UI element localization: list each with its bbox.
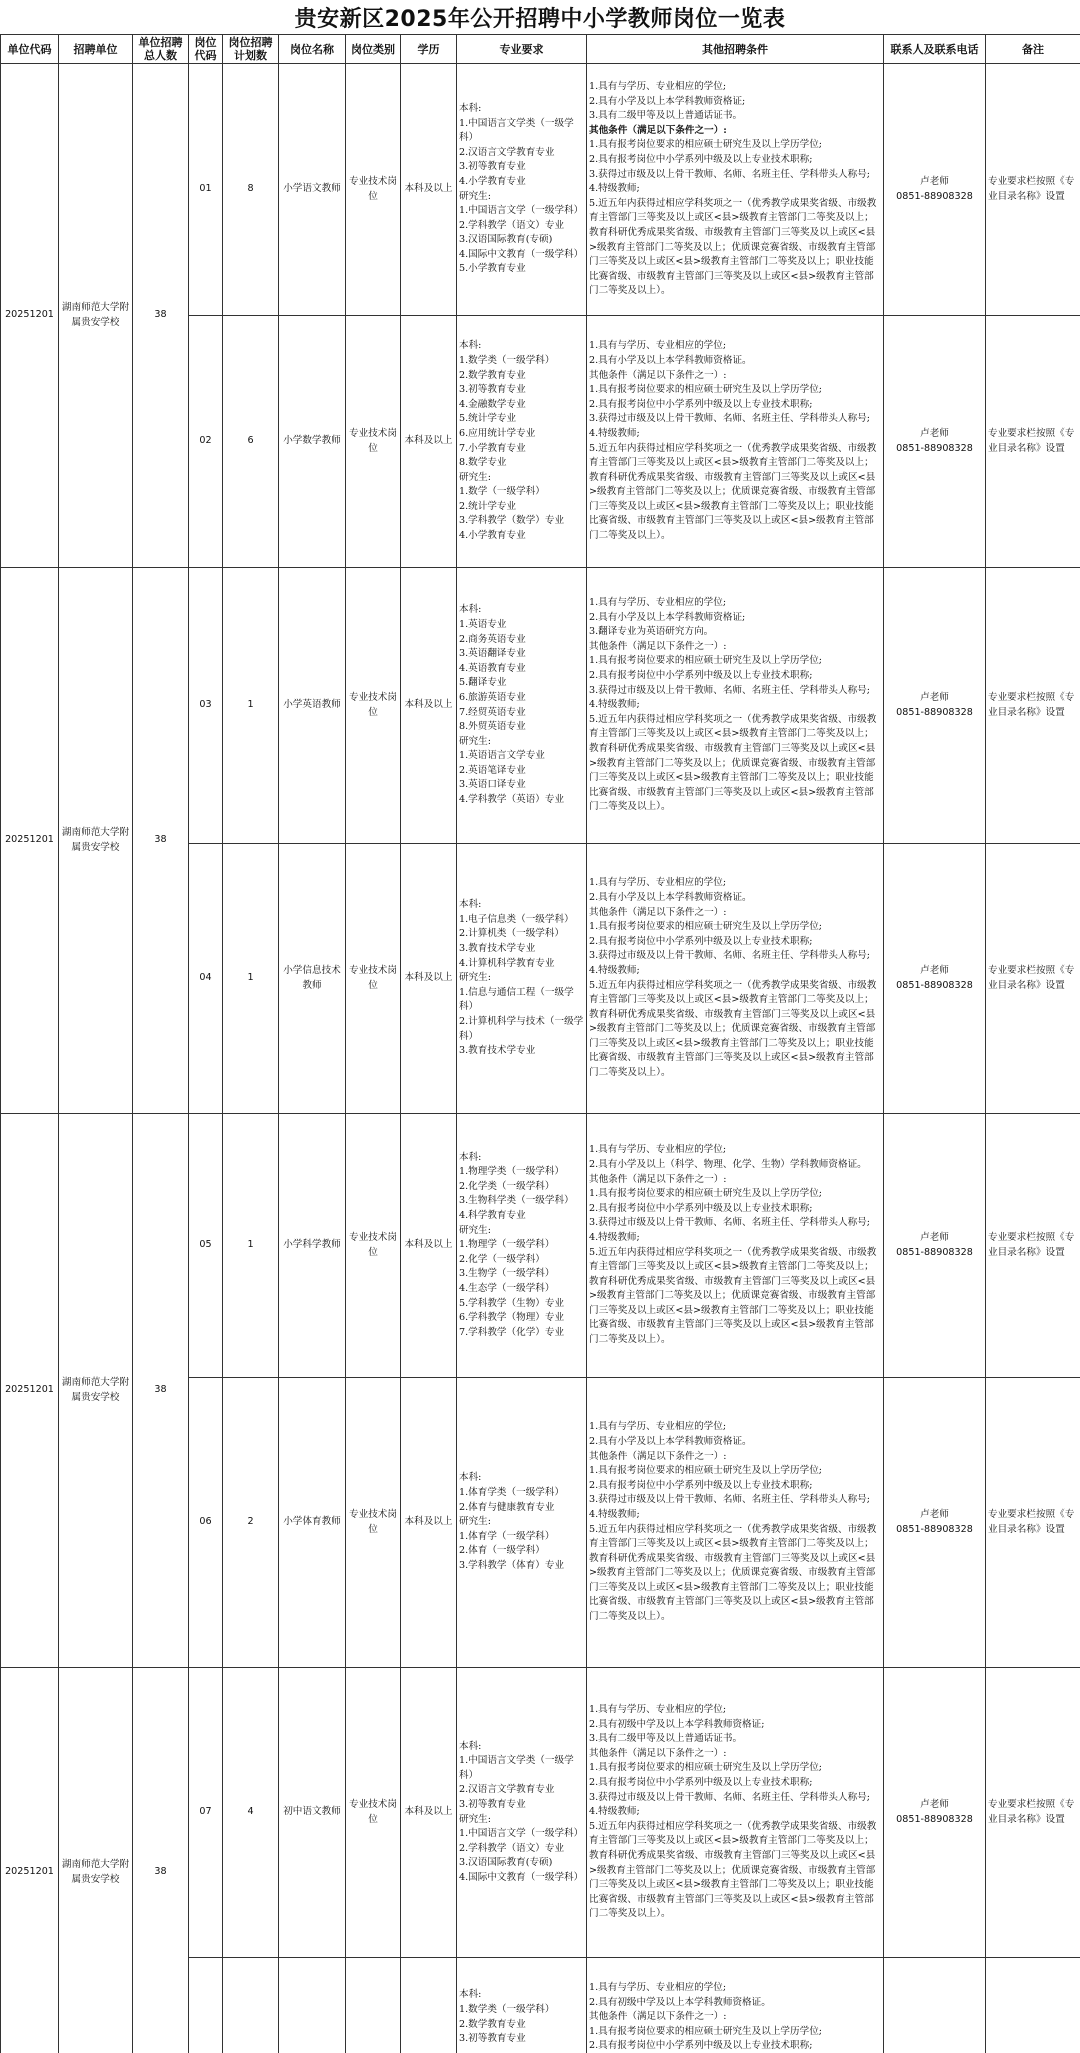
condition-line: 2.具有小学及以上（科学、物理、化学、生物）学科教师资格证。 bbox=[589, 1158, 867, 1170]
major-line: 本科: bbox=[459, 102, 482, 114]
condition-line: 其他条件（满足以下条件之一）: bbox=[589, 1173, 727, 1185]
condition-line: 2.具有报考岗位中小学系列中级及以上专业技术职称; bbox=[589, 935, 813, 947]
unit-total-cell: 38 bbox=[133, 568, 189, 1114]
condition-line: 3.获得过市级及以上骨干教师、名师、名班主任、学科带头人称号; bbox=[589, 1217, 871, 1229]
major-line: 本科: bbox=[459, 604, 482, 616]
major-line: 研究生: bbox=[459, 190, 492, 202]
table-row bbox=[1, 64, 1080, 316]
post-count-cell: 2 bbox=[223, 1378, 279, 1668]
major-line: 2.数学教育专业 bbox=[459, 369, 526, 381]
condition-line: 其他条件（满足以下条件之一）: bbox=[589, 1450, 727, 1462]
post-code-cell: 03 bbox=[189, 568, 223, 844]
other-conditions-cell bbox=[587, 316, 884, 568]
major-line: 3.初等教育专业 bbox=[459, 161, 526, 173]
condition-line: 4.特级教师; bbox=[589, 1231, 640, 1243]
condition-line: 其他条件（满足以下条件之一）: bbox=[589, 640, 727, 652]
condition-line: 2.具有小学及以上本学科教师资格证。 bbox=[589, 1435, 752, 1447]
major-line: 2.汉语言文学教育专业 bbox=[459, 146, 555, 158]
condition-line: 3.获得过市级及以上骨干教师、名师、名班主任、学科带头人称号; bbox=[589, 1494, 871, 1506]
condition-line: 2.具有初级中学及以上本学科教师资格证; bbox=[589, 1718, 765, 1730]
header-post-category: 岗位类别 bbox=[346, 35, 401, 64]
major-line: 1.中国语言文学类（一级学科） bbox=[459, 1755, 574, 1781]
contact-name: 卢老师 bbox=[920, 1231, 949, 1243]
post-code-cell: 02 bbox=[189, 316, 223, 568]
contact-phone: 0851-88908328 bbox=[896, 1246, 973, 1258]
condition-line: 其他条件（满足以下条件之一）: bbox=[589, 2011, 727, 2023]
table-row bbox=[1, 568, 1080, 844]
major-line: 3.初等教育专业 bbox=[459, 2033, 526, 2045]
condition-line: 3.获得过市级及以上骨干教师、名师、名班主任、学科带头人称号; bbox=[589, 1791, 871, 1803]
condition-line: 2.具有报考岗位中小学系列中级及以上专业技术职称; bbox=[589, 1777, 813, 1789]
major-line: 本科: bbox=[459, 340, 482, 352]
major-cell bbox=[457, 1114, 587, 1378]
major-cell bbox=[457, 1668, 587, 1958]
contact-cell bbox=[884, 1378, 986, 1668]
major-line: 1.物理学（一级学科） bbox=[459, 1239, 555, 1251]
unit-name-cell: 湖南师范大学附属贵安学校 bbox=[59, 1114, 133, 1668]
post-category-cell: 专业技术岗位 bbox=[346, 316, 401, 568]
major-cell bbox=[457, 844, 587, 1114]
other-conditions-cell bbox=[587, 568, 884, 844]
unit-name-cell: 湖南师范大学附属贵安学校 bbox=[59, 64, 133, 568]
post-code-cell: 01 bbox=[189, 64, 223, 316]
recruitment-table bbox=[0, 34, 1080, 2053]
education-cell: 本科及以上 bbox=[401, 64, 457, 316]
condition-line: 3.获得过市级及以上骨干教师、名师、名班主任、学科带头人称号; bbox=[589, 684, 871, 696]
education-cell: 本科及以上 bbox=[401, 568, 457, 844]
condition-line: 其他条件（满足以下条件之一）: bbox=[589, 906, 727, 918]
contact-phone: 0851-88908328 bbox=[896, 1813, 973, 1825]
major-line: 6.学科教学（物理）专业 bbox=[459, 1312, 565, 1324]
major-line: 1.体育学（一级学科） bbox=[459, 1530, 555, 1542]
major-cell bbox=[457, 316, 587, 568]
post-count-cell bbox=[223, 1958, 279, 2053]
education-cell: 本科及以上 bbox=[401, 844, 457, 1114]
major-cell bbox=[457, 64, 587, 316]
major-line: 1.英语语言文学专业 bbox=[459, 750, 545, 762]
major-line: 1.数学类（一级学科） bbox=[459, 354, 555, 366]
post-code-cell bbox=[189, 1958, 223, 2053]
major-line: 2.学科教学（语文）专业 bbox=[459, 219, 565, 231]
major-line: 1.体育学类（一级学科） bbox=[459, 1487, 565, 1499]
major-line: 3.初等教育专业 bbox=[459, 384, 526, 396]
contact-name: 卢老师 bbox=[920, 175, 949, 187]
major-line: 1.英语专业 bbox=[459, 618, 507, 630]
post-count-cell: 1 bbox=[223, 1114, 279, 1378]
post-code-cell: 06 bbox=[189, 1378, 223, 1668]
condition-line: 1.具有报考岗位要求的相应硕士研究生及以上学历学位; bbox=[589, 1762, 823, 1774]
major-line: 本科: bbox=[459, 899, 482, 911]
header-other-conditions: 其他招聘条件 bbox=[587, 35, 884, 64]
other-conditions-cell bbox=[587, 844, 884, 1114]
condition-line: 1.具有与学历、专业相应的学位; bbox=[589, 597, 727, 609]
condition-line: 5.近五年内获得过相应学科奖项之一（优秀教学成果奖省级、市级教育主管部门三等奖及以上或区<县>级教育主管部门二等奖及以上；教育科研优秀成果奖省级、市级教育主管部门三等奖及以上或区<县>级教育主管部门二等奖及以上；优质课竞赛省级、市级教育主管部门三等奖及以上或区<县>级教育主管部门二等奖及以上；职业技能比赛省级、市级教育主管部门三等奖及以上或区<县>级教育主管部门二等奖及以上）。 bbox=[589, 1523, 877, 1623]
major-line: 1.中国语言文学（一级学科） bbox=[459, 1828, 584, 1840]
header-unit-total: 单位招聘总人数 bbox=[133, 35, 189, 64]
note-cell: 专业要求栏按照《专业目录名称》设置 bbox=[986, 1114, 1080, 1378]
post-name-cell: 小学数学教师 bbox=[279, 316, 346, 568]
condition-line: 4.特级教师; bbox=[589, 1508, 640, 1520]
other-conditions-cell bbox=[587, 64, 884, 316]
note-cell: 专业要求栏按照《专业目录名称》设置 bbox=[986, 568, 1080, 844]
major-line: 2.统计学专业 bbox=[459, 500, 517, 512]
condition-line: 5.近五年内获得过相应学科奖项之一（优秀教学成果奖省级、市级教育主管部门三等奖及以上或区<县>级教育主管部门二等奖及以上；教育科研优秀成果奖省级、市级教育主管部门三等奖及以上或区<县>级教育主管部门二等奖及以上；优质课竞赛省级、市级教育主管部门三等奖及以上或区<县>级教育主管部门二等奖及以上；职业技能比赛省级、市级教育主管部门三等奖及以上或区<县>级教育主管部门二等奖及以上）。 bbox=[589, 442, 877, 542]
post-count-cell: 1 bbox=[223, 568, 279, 844]
condition-line: 其他条件（满足以下条件之一）: bbox=[589, 124, 727, 136]
header-major: 专业要求 bbox=[457, 35, 587, 64]
major-line: 2.商务英语专业 bbox=[459, 633, 526, 645]
major-line: 1.中国语言文学（一级学科） bbox=[459, 205, 584, 217]
major-line: 1.中国语言文学类（一级学科） bbox=[459, 117, 574, 144]
condition-line: 2.具有初级中学及以上本学科教师资格证。 bbox=[589, 1996, 771, 2008]
condition-line: 2.具有报考岗位中小学系列中级及以上专业技术职称; bbox=[589, 2040, 813, 2052]
contact-cell bbox=[884, 316, 986, 568]
header-note: 备注 bbox=[986, 35, 1080, 64]
page-title: 贵安新区2025年公开招聘中小学教师岗位一览表 bbox=[294, 7, 786, 32]
unit-name-cell: 湖南师范大学附属贵安学校 bbox=[59, 568, 133, 1114]
condition-line: 3.获得过市级及以上骨干教师、名师、名班主任、学科带头人称号; bbox=[589, 168, 871, 180]
contact-cell bbox=[884, 1114, 986, 1378]
condition-line: 2.具有报考岗位中小学系列中级及以上专业技术职称; bbox=[589, 670, 813, 682]
major-line: 本科: bbox=[459, 1740, 482, 1752]
note-cell: 专业要求栏按照《专业目录名称》设置 bbox=[986, 844, 1080, 1114]
education-cell: 本科及以上 bbox=[401, 316, 457, 568]
unit-name-cell: 湖南师范大学附属贵安学校 bbox=[59, 1668, 133, 2053]
condition-line: 2.具有报考岗位中小学系列中级及以上专业技术职称; bbox=[589, 154, 813, 166]
major-line: 3.生物学（一级学科） bbox=[459, 1268, 555, 1280]
post-category-cell: 专业技术岗位 bbox=[346, 64, 401, 316]
major-line: 本科: bbox=[459, 1472, 482, 1484]
contact-cell bbox=[884, 1668, 986, 1958]
major-line: 4.小学教育专业 bbox=[459, 530, 526, 542]
major-line: 本科: bbox=[459, 1151, 482, 1163]
major-line: 2.化学（一级学科） bbox=[459, 1253, 545, 1265]
major-line: 1.物理学类（一级学科） bbox=[459, 1166, 565, 1178]
condition-line: 1.具有与学历、专业相应的学位; bbox=[589, 1421, 727, 1433]
major-line: 3.生物科学类（一级学科） bbox=[459, 1195, 574, 1207]
condition-line: 1.具有报考岗位要求的相应硕士研究生及以上学历学位; bbox=[589, 655, 823, 667]
major-line: 7.学科教学（化学）专业 bbox=[459, 1326, 565, 1338]
major-line: 4.计算机科学教育专业 bbox=[459, 957, 555, 969]
major-line: 3.学科教学（体育）专业 bbox=[459, 1559, 565, 1571]
major-line: 2.数学教育专业 bbox=[459, 2018, 526, 2030]
major-line: 5.翻译专业 bbox=[459, 677, 507, 689]
post-count-cell: 4 bbox=[223, 1668, 279, 1958]
other-conditions-cell bbox=[587, 1668, 884, 1958]
major-line: 6.应用统计学专业 bbox=[459, 427, 536, 439]
major-line: 1.数学类（一级学科） bbox=[459, 2003, 555, 2015]
header-contact: 联系人及联系电话 bbox=[884, 35, 986, 64]
post-category-cell: 专业技术岗位 bbox=[346, 1114, 401, 1378]
condition-line: 4.特级教师; bbox=[589, 964, 640, 976]
other-conditions-cell bbox=[587, 1958, 884, 2053]
contact-phone: 0851-88908328 bbox=[896, 442, 973, 454]
major-line: 4.小学教育专业 bbox=[459, 175, 526, 187]
post-category-cell: 专业技术岗位 bbox=[346, 844, 401, 1114]
condition-line: 1.具有报考岗位要求的相应硕士研究生及以上学历学位; bbox=[589, 139, 823, 151]
post-name-cell: 初中语文教师 bbox=[279, 1668, 346, 1958]
unit-code-cell: 20251201 bbox=[1, 64, 59, 568]
condition-line: 1.具有报考岗位要求的相应硕士研究生及以上学历学位; bbox=[589, 384, 823, 396]
major-line: 研究生: bbox=[459, 471, 492, 483]
table-row bbox=[1, 1668, 1080, 1958]
major-line: 3.教育技术学专业 bbox=[459, 943, 536, 955]
major-line: 4.国际中文教育（一级学科） bbox=[459, 1871, 584, 1883]
condition-line: 2.具有小学及以上本学科教师资格证; bbox=[589, 611, 746, 623]
major-line: 6.旅游英语专业 bbox=[459, 691, 526, 703]
note-cell bbox=[986, 1958, 1080, 2053]
unit-code-cell: 20251201 bbox=[1, 1114, 59, 1668]
major-line: 5.学科教学（生物）专业 bbox=[459, 1297, 565, 1309]
major-line: 3.初等教育专业 bbox=[459, 1798, 526, 1810]
condition-line: 1.具有报考岗位要求的相应硕士研究生及以上学历学位; bbox=[589, 921, 823, 933]
condition-line: 其他条件（满足以下条件之一）: bbox=[589, 369, 727, 381]
major-line: 3.学科教学（数学）专业 bbox=[459, 515, 565, 527]
education-cell: 本科及以上 bbox=[401, 1668, 457, 1958]
major-line: 1.数学（一级学科） bbox=[459, 486, 545, 498]
major-cell bbox=[457, 1958, 587, 2053]
condition-line: 其他条件（满足以下条件之一）: bbox=[589, 1747, 727, 1759]
contact-phone: 0851-88908328 bbox=[896, 190, 973, 202]
major-line: 7.小学教育专业 bbox=[459, 442, 526, 454]
contact-name: 卢老师 bbox=[920, 691, 949, 703]
condition-line: 5.近五年内获得过相应学科奖项之一（优秀教学成果奖省级、市级教育主管部门三等奖及以上或区<县>级教育主管部门二等奖及以上；教育科研优秀成果奖省级、市级教育主管部门三等奖及以上或区<县>级教育主管部门二等奖及以上；优质课竞赛省级、市级教育主管部门三等奖及以上或区<县>级教育主管部门二等奖及以上；职业技能比赛省级、市级教育主管部门三等奖及以上或区<县>级教育主管部门二等奖及以上）。 bbox=[589, 713, 877, 813]
condition-line: 1.具有与学历、专业相应的学位; bbox=[589, 1982, 727, 1994]
post-count-cell: 6 bbox=[223, 316, 279, 568]
post-category-cell: 专业技术岗位 bbox=[346, 1378, 401, 1668]
condition-line: 2.具有小学及以上本学科教师资格证; bbox=[589, 95, 746, 107]
post-name-cell: 小学英语教师 bbox=[279, 568, 346, 844]
condition-line: 4.特级教师; bbox=[589, 1806, 640, 1818]
post-category-cell bbox=[346, 1958, 401, 2053]
unit-code-cell: 20251201 bbox=[1, 1668, 59, 2053]
contact-cell bbox=[884, 844, 986, 1114]
major-cell bbox=[457, 568, 587, 844]
post-count-cell: 1 bbox=[223, 844, 279, 1114]
post-code-cell: 07 bbox=[189, 1668, 223, 1958]
major-line: 7.经贸英语专业 bbox=[459, 706, 526, 718]
condition-line: 1.具有与学历、专业相应的学位; bbox=[589, 1704, 727, 1716]
education-cell: 本科及以上 bbox=[401, 1114, 457, 1378]
major-line: 2.英语笔译专业 bbox=[459, 764, 526, 776]
note-cell: 专业要求栏按照《专业目录名称》设置 bbox=[986, 316, 1080, 568]
major-line: 4.学科教学（英语）专业 bbox=[459, 794, 565, 806]
post-name-cell: 小学科学教师 bbox=[279, 1114, 346, 1378]
unit-total-cell: 38 bbox=[133, 1668, 189, 2053]
post-code-cell: 04 bbox=[189, 844, 223, 1114]
major-line: 2.化学类（一级学科） bbox=[459, 1180, 555, 1192]
condition-line: 1.具有报考岗位要求的相应硕士研究生及以上学历学位; bbox=[589, 1465, 823, 1477]
major-line: 4.国际中文教育（一级学科） bbox=[459, 248, 584, 260]
major-line: 2.体育（一级学科） bbox=[459, 1545, 545, 1557]
condition-line: 3.获得过市级及以上骨干教师、名师、名班主任、学科带头人称号; bbox=[589, 413, 871, 425]
header-education: 学历 bbox=[401, 35, 457, 64]
major-line: 3.英语口译专业 bbox=[459, 779, 526, 791]
major-line: 研究生: bbox=[459, 1224, 492, 1236]
table-row bbox=[1, 1114, 1080, 1378]
condition-line: 1.具有报考岗位要求的相应硕士研究生及以上学历学位; bbox=[589, 1188, 823, 1200]
unit-code-cell: 20251201 bbox=[1, 568, 59, 1114]
condition-line: 2.具有小学及以上本学科教师资格证。 bbox=[589, 354, 752, 366]
major-line: 研究生: bbox=[459, 1516, 492, 1528]
other-conditions-cell bbox=[587, 1114, 884, 1378]
contact-cell bbox=[884, 568, 986, 844]
major-line: 4.生态学（一级学科） bbox=[459, 1282, 555, 1294]
header-post-name: 岗位名称 bbox=[279, 35, 346, 64]
condition-line: 4.特级教师; bbox=[589, 183, 640, 195]
major-line: 2.体育与健康教育专业 bbox=[459, 1501, 555, 1513]
condition-line: 2.具有报考岗位中小学系列中级及以上专业技术职称; bbox=[589, 398, 813, 410]
post-category-cell: 专业技术岗位 bbox=[346, 1668, 401, 1958]
major-line: 3.汉语国际教育(专硕) bbox=[459, 234, 553, 246]
header-unit-name: 招聘单位 bbox=[59, 35, 133, 64]
condition-line: 1.具有与学历、专业相应的学位; bbox=[589, 340, 727, 352]
major-cell bbox=[457, 1378, 587, 1668]
major-line: 8.数学专业 bbox=[459, 457, 507, 469]
condition-line: 5.近五年内获得过相应学科奖项之一（优秀教学成果奖省级、市级教育主管部门三等奖及以上或区<县>级教育主管部门二等奖及以上；教育科研优秀成果奖省级、市级教育主管部门三等奖及以上或区<县>级教育主管部门二等奖及以上；优质课竞赛省级、市级教育主管部门三等奖及以上或区<县>级教育主管部门二等奖及以上；职业技能比赛省级、市级教育主管部门三等奖及以上或区<县>级教育主管部门二等奖及以上）。 bbox=[589, 1246, 877, 1346]
contact-name: 卢老师 bbox=[920, 1798, 949, 1810]
condition-line: 1.具有与学历、专业相应的学位; bbox=[589, 1144, 727, 1156]
post-category-cell: 专业技术岗位 bbox=[346, 568, 401, 844]
major-line: 4.英语教育专业 bbox=[459, 662, 526, 674]
unit-total-cell: 38 bbox=[133, 64, 189, 568]
contact-cell bbox=[884, 1958, 986, 2053]
major-line: 5.统计学专业 bbox=[459, 413, 517, 425]
post-name-cell bbox=[279, 1958, 346, 2053]
other-conditions-cell bbox=[587, 1378, 884, 1668]
condition-line: 3.翻译专业为英语研究方向。 bbox=[589, 626, 714, 638]
unit-total-cell: 38 bbox=[133, 1114, 189, 1668]
contact-phone: 0851-88908328 bbox=[896, 979, 973, 991]
major-line: 研究生: bbox=[459, 1813, 492, 1825]
major-line: 1.电子信息类（一级学科） bbox=[459, 913, 574, 925]
contact-name: 卢老师 bbox=[920, 964, 949, 976]
condition-line: 4.特级教师; bbox=[589, 427, 640, 439]
major-line: 研究生: bbox=[459, 735, 492, 747]
major-line: 2.计算机科学与技术（一级学科） bbox=[459, 1015, 584, 1042]
note-cell: 专业要求栏按照《专业目录名称》设置 bbox=[986, 64, 1080, 316]
major-line: 3.英语翻译专业 bbox=[459, 648, 526, 660]
post-code-cell: 05 bbox=[189, 1114, 223, 1378]
condition-line: 1.具有与学历、专业相应的学位; bbox=[589, 81, 727, 93]
major-line: 8.外贸英语专业 bbox=[459, 721, 526, 733]
major-line: 本科: bbox=[459, 1989, 482, 2001]
major-line: 5.小学教育专业 bbox=[459, 263, 526, 275]
post-name-cell: 小学体育教师 bbox=[279, 1378, 346, 1668]
header-post-count: 岗位招聘计划数 bbox=[223, 35, 279, 64]
contact-phone: 0851-88908328 bbox=[896, 706, 973, 718]
condition-line: 3.获得过市级及以上骨干教师、名师、名班主任、学科带头人称号; bbox=[589, 950, 871, 962]
condition-line: 5.近五年内获得过相应学科奖项之一（优秀教学成果奖省级、市级教育主管部门三等奖及以上或区<县>级教育主管部门二等奖及以上；教育科研优秀成果奖省级、市级教育主管部门三等奖及以上或区<县>级教育主管部门二等奖及以上；优质课竞赛省级、市级教育主管部门三等奖及以上或区<县>级教育主管部门二等奖及以上；职业技能比赛省级、市级教育主管部门三等奖及以上或区<县>级教育主管部门二等奖及以上）。 bbox=[589, 979, 877, 1079]
major-line: 4.科学教育专业 bbox=[459, 1210, 526, 1222]
major-line: 4.金融数学专业 bbox=[459, 398, 526, 410]
major-line: 研究生: bbox=[459, 972, 492, 984]
major-line: 2.计算机类（一级学科） bbox=[459, 928, 565, 940]
post-name-cell: 小学信息技术教师 bbox=[279, 844, 346, 1114]
condition-line: 1.具有与学历、专业相应的学位; bbox=[589, 877, 727, 889]
condition-line: 2.具有报考岗位中小学系列中级及以上专业技术职称; bbox=[589, 1479, 813, 1491]
contact-name: 卢老师 bbox=[920, 1508, 949, 1520]
post-count-cell: 8 bbox=[223, 64, 279, 316]
condition-line: 5.近五年内获得过相应学科奖项之一（优秀教学成果奖省级、市级教育主管部门三等奖及以上或区<县>级教育主管部门二等奖及以上；教育科研优秀成果奖省级、市级教育主管部门三等奖及以上或区<县>级教育主管部门二等奖及以上；优质课竞赛省级、市级教育主管部门三等奖及以上或区<县>级教育主管部门二等奖及以上；职业技能比赛省级、市级教育主管部门三等奖及以上或区<县>级教育主管部门二等奖及以上）。 bbox=[589, 197, 877, 297]
condition-line: 2.具有报考岗位中小学系列中级及以上专业技术职称; bbox=[589, 1202, 813, 1214]
condition-line: 1.具有报考岗位要求的相应硕士研究生及以上学历学位; bbox=[589, 2025, 823, 2037]
condition-line: 2.具有小学及以上本学科教师资格证。 bbox=[589, 891, 752, 903]
condition-line: 4.特级教师; bbox=[589, 699, 640, 711]
education-cell: 本科及以上 bbox=[401, 1378, 457, 1668]
table-header-row bbox=[1, 35, 1080, 64]
condition-line: 5.近五年内获得过相应学科奖项之一（优秀教学成果奖省级、市级教育主管部门三等奖及以上或区<县>级教育主管部门二等奖及以上；教育科研优秀成果奖省级、市级教育主管部门三等奖及以上或区<县>级教育主管部门二等奖及以上；优质课竞赛省级、市级教育主管部门三等奖及以上或区<县>级教育主管部门二等奖及以上；职业技能比赛省级、市级教育主管部门三等奖及以上或区<县>级教育主管部门二等奖及以上）。 bbox=[589, 1820, 877, 1920]
contact-phone: 0851-88908328 bbox=[896, 1523, 973, 1535]
major-line: 2.学科教学（语文）专业 bbox=[459, 1842, 565, 1854]
education-cell bbox=[401, 1958, 457, 2053]
post-name-cell: 小学语文教师 bbox=[279, 64, 346, 316]
contact-name: 卢老师 bbox=[920, 427, 949, 439]
contact-cell bbox=[884, 64, 986, 316]
major-line: 1.信息与通信工程（一级学科） bbox=[459, 986, 574, 1013]
condition-line: 3.具有二级甲等及以上普通话证书。 bbox=[589, 1733, 743, 1745]
note-cell: 专业要求栏按照《专业目录名称》设置 bbox=[986, 1378, 1080, 1668]
header-post-code: 岗位代码 bbox=[189, 35, 223, 64]
major-line: 3.汉语国际教育(专硕) bbox=[459, 1857, 553, 1869]
note-cell: 专业要求栏按照《专业目录名称》设置 bbox=[986, 1668, 1080, 1958]
header-unit-code: 单位代码 bbox=[1, 35, 59, 64]
major-line: 2.汉语言文学教育专业 bbox=[459, 1784, 555, 1796]
major-line: 3.教育技术学专业 bbox=[459, 1045, 536, 1057]
condition-line: 3.具有二级甲等及以上普通话证书。 bbox=[589, 110, 743, 122]
